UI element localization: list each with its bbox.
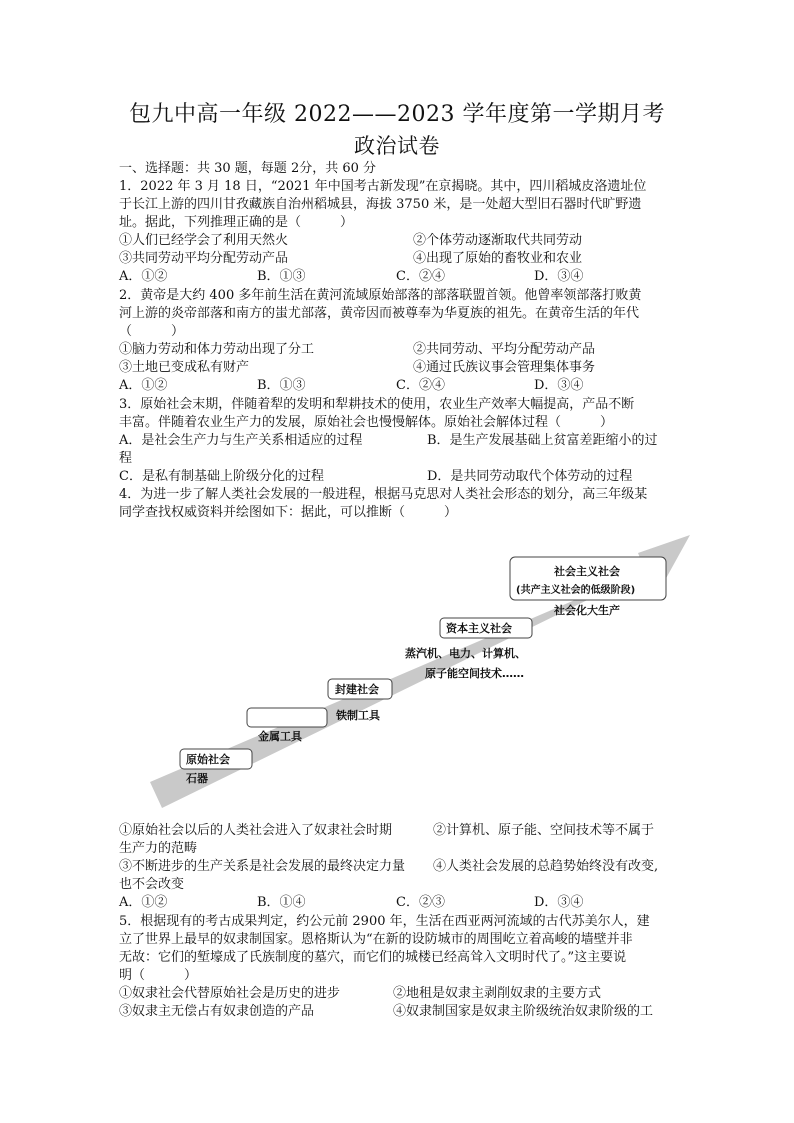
q1-option-b: B．①③ xyxy=(257,269,306,284)
q1-item: ①人们已经学会了利用天然火 xyxy=(119,233,289,248)
q5-item: ③奴隶主无偿占有奴隶创造的产品 xyxy=(119,1004,315,1019)
exam-title: 包九中高一年级 2022——2023 学年度第一学期月考 xyxy=(129,102,665,127)
q3-stem-line: 丰富。伴随着农业生产力的发展，原始社会也慢慢解体。原始社会解体过程（ ） xyxy=(119,415,614,430)
q4-option-d: D．③④ xyxy=(534,895,584,910)
section-heading: 一、选择题：共 30 题，每题 2分，共 60 分 xyxy=(119,161,377,176)
q2-stem-line: 河上游的炎帝部落和南方的蚩尤部落，黄帝因而被尊奉为华夏族的祖先。在黄帝生活的年代 xyxy=(119,306,640,321)
social-development-diagram xyxy=(150,520,690,820)
q2-item: ②共同劳动、平均分配劳动产品 xyxy=(413,342,596,357)
q1-option-a: A．①② xyxy=(119,269,168,284)
q3-stem-line: 3．原始社会末期，伴随着犁的发明和犁耕技术的使用，农业生产效率大幅提高，产品不断 xyxy=(119,397,635,412)
tool-label-modern-1: 蒸汽机、电力、计算机、 xyxy=(405,647,526,660)
q4-item: ②计算机、原子能、空间技术等不属于 xyxy=(433,823,655,838)
stage-label-feudal: 封建社会 xyxy=(335,683,379,696)
q3-option-a: A．是社会生产力与生产关系相适应的过程 xyxy=(119,433,363,448)
q5-item: ④奴隶制国家是奴隶主阶级统治奴隶阶级的工 xyxy=(393,1004,654,1019)
q4-stem-line: 4．为进一步了解人类社会发展的一般进程，根据马克思对人类社会形态的划分，高三年级某 xyxy=(119,487,648,502)
q3-option-b: B．是生产发展基础上贫富差距缩小的过 xyxy=(427,433,658,448)
q2-stem-line: （ ） xyxy=(119,324,185,339)
q1-option-c: C．②④ xyxy=(396,269,445,284)
q2-stem-line: 2．黄帝是大约 400 多年前生活在黄河流域原始部落的部落联盟首领。他曾率领部落打败黄 xyxy=(119,288,642,303)
q1-item: ②个体劳动逐渐取代共同劳动 xyxy=(413,233,583,248)
q1-stem-line: 1．2022 年 3 月 18 日，“2021 年中国考古新发现”在京揭晓。其中，四川稻城皮洛遗址位 xyxy=(119,179,647,194)
q2-item: ③土地已变成私有财产 xyxy=(119,360,250,375)
q2-option-c: C．②④ xyxy=(396,378,445,393)
q4-item-wrap: 生产力的范畴 xyxy=(119,841,198,856)
stage-label-capitalist: 资本主义社会 xyxy=(446,622,512,635)
q5-stem-line: 明（ ） xyxy=(119,968,198,983)
q4-item: ④人类社会发展的总趋势始终没有改变, xyxy=(433,859,659,874)
tool-label-socialized: 社会化大生产 xyxy=(554,604,620,617)
q5-item: ②地租是奴隶主剥削奴隶的主要方式 xyxy=(393,986,602,1001)
stage-label-primitive: 原始社会 xyxy=(186,753,230,766)
q4-option-a: A．①② xyxy=(119,895,168,910)
q3-option-c: C．是私有制基础上阶级分化的过程 xyxy=(119,469,324,484)
q4-item: ①原始社会以后的人类社会进入了奴隶社会时期 xyxy=(119,823,393,838)
q3-option-d: D．是共同劳动取代个体劳动的过程 xyxy=(427,469,633,484)
q1-option-d: D．③④ xyxy=(534,269,584,284)
q3-option-b-wrap: 程 xyxy=(119,451,133,466)
tool-label-metal: 金属工具 xyxy=(258,730,302,743)
q1-stem-line: 于长江上游的四川甘孜藏族自治州稻城县，海拔 3750 米，是一处超大型旧石器时代旷野遗 xyxy=(119,197,642,212)
q5-stem-line: 立了世界上最早的奴隶制国家。恩格斯认为“在新的设防城市的周围屹立着高峻的墙壁并非 xyxy=(119,932,633,947)
stage-box-blank xyxy=(247,708,327,727)
q5-item: ①奴隶社会代替原始社会是历史的进步 xyxy=(119,986,341,1001)
q1-stem-line: 址。据此，下列推理正确的是（ ） xyxy=(119,215,354,230)
q2-option-d: D．③④ xyxy=(534,378,584,393)
q4-stem-line: 同学查找权威资料并绘图如下：据此，可以推断（ ） xyxy=(119,505,458,520)
q2-item: ①脑力劳动和体力劳动出现了分工 xyxy=(119,342,315,357)
q2-option-b: B．①③ xyxy=(257,378,306,393)
q1-item: ④出现了原始的畜牧业和农业 xyxy=(413,251,583,266)
tool-label-modern-2: 原子能空间技术…… xyxy=(425,667,524,680)
q1-item: ③共同劳动平均分配劳动产品 xyxy=(119,251,289,266)
q4-item: ③不断进步的生产关系是社会发展的最终决定力量 xyxy=(119,859,406,874)
q4-option-c: C．②③ xyxy=(396,895,445,910)
q4-item-wrap: 也不会改变 xyxy=(119,877,185,892)
q4-option-b: B．①④ xyxy=(257,895,306,910)
tool-label-primitive: 石器 xyxy=(186,772,208,785)
q5-stem-line: 无故：它们的堑壕成了氏族制度的墓穴，而它们的城楼已经高耸入文明时代了。”这主要说 xyxy=(119,950,627,965)
q5-stem-line: 5．根据现有的考古成果判定，约公元前 2900 年，生活在西亚两河流域的古代苏美尔人，建 xyxy=(119,914,650,929)
q2-option-a: A．①② xyxy=(119,378,168,393)
stage-label-socialist-note: (共产主义社会的低级阶段) xyxy=(516,585,636,596)
stage-label-socialist: 社会主义社会 xyxy=(554,565,620,578)
tool-label-iron: 铁制工具 xyxy=(336,709,380,722)
exam-subtitle: 政治试卷 xyxy=(354,134,440,158)
q2-item: ④通过氏族议事会管理集体事务 xyxy=(413,360,596,375)
